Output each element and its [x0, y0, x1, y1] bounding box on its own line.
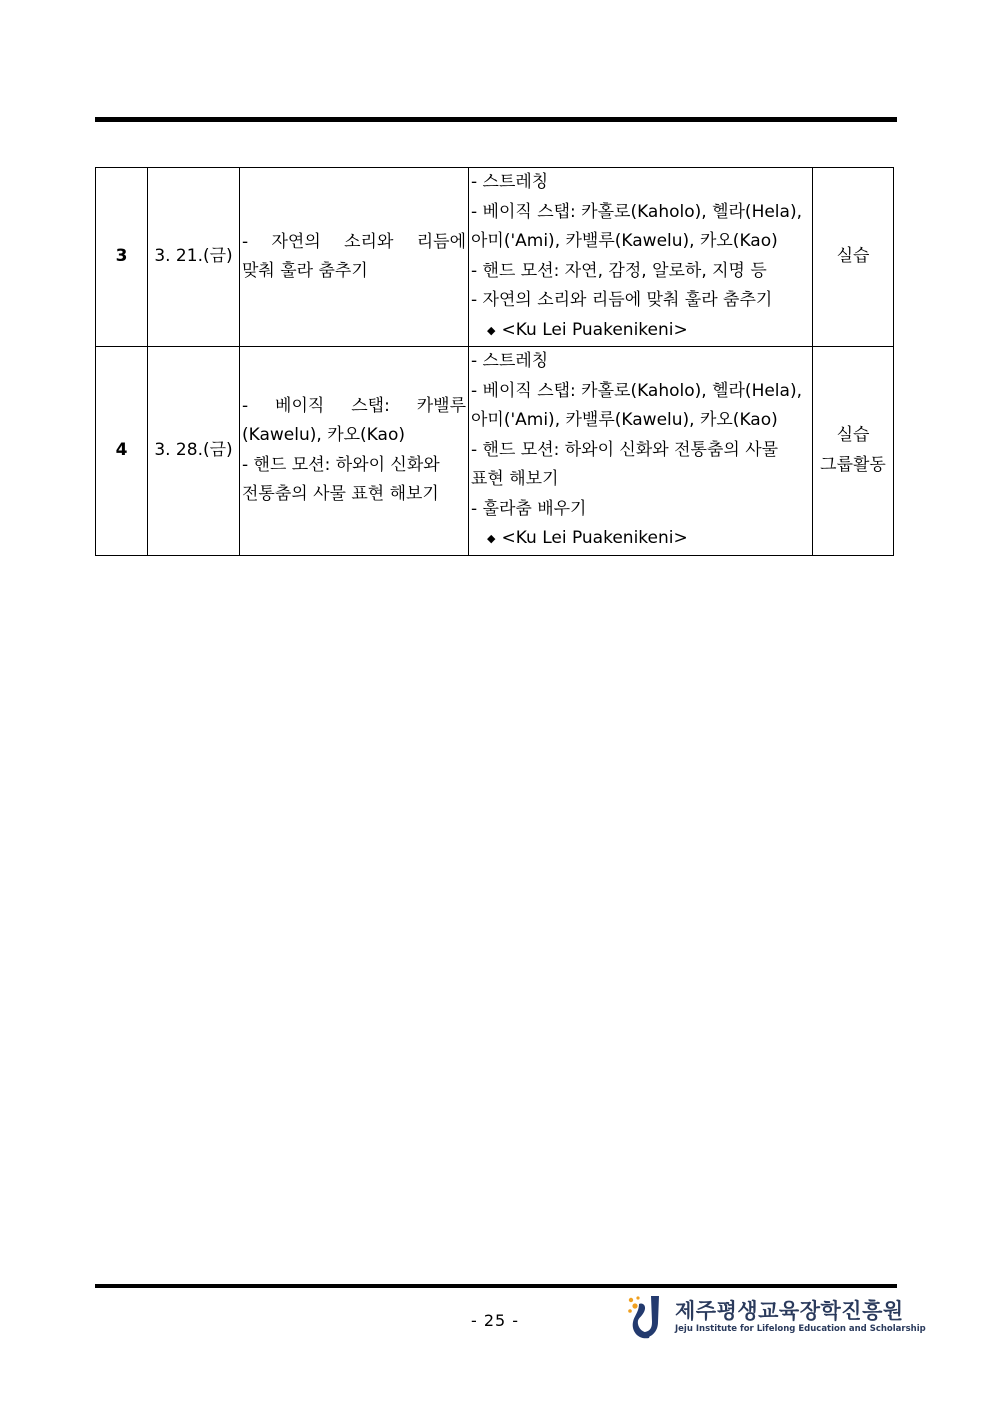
content-line: - 베이직 스탭: 카홀로(Kaholo), 헬라(Hela), — [471, 380, 802, 401]
song-line — [471, 316, 810, 347]
diamond-bullet-icon: ◆ — [487, 532, 496, 545]
content-line: - 핸드 모션: 자연, 감정, 알로하, 지명 등 — [471, 260, 767, 281]
diamond-bullet-icon: ◆ — [487, 323, 496, 337]
topic-line: (Kawelu), 카오(Kao) — [242, 425, 405, 446]
table-row-session-3 — [96, 168, 894, 347]
content-line: - 훌라춤 배우기 — [471, 498, 587, 519]
jeju-institute-logo-icon — [625, 1292, 665, 1340]
content-line: 표현 해보기 — [471, 469, 559, 489]
footer-rule — [95, 1284, 897, 1288]
method-line: 실습 — [836, 425, 870, 446]
session-method — [813, 347, 894, 556]
session-date: 3. 21.(금) — [148, 168, 240, 347]
content-line: 아미('Ami), 카밸루(Kawelu), 카오(Kao) — [471, 231, 778, 251]
topic-line: - 핸드 모션: 하와이 신화와 — [242, 454, 440, 475]
topic-line: 전통춤의 사물 표현 해보기 — [242, 484, 439, 505]
method-line: 실습 — [836, 246, 870, 267]
method-line: 그룹활동 — [820, 454, 886, 475]
topic-line: - 자연의 소리와 리듬에 — [242, 231, 466, 252]
session-content — [469, 347, 813, 556]
topic-line: - 베이직 스탭: 카밸루 — [242, 395, 466, 416]
song-title: <Ku Lei Puakenikeni> — [501, 319, 688, 340]
session-content — [469, 168, 813, 347]
song-line — [471, 524, 810, 555]
session-topic — [240, 347, 469, 556]
content-line: - 스트레칭 — [471, 351, 549, 371]
logo-subtitle: Jeju Institute for Lifelong Education and Scholarship — [675, 1324, 926, 1334]
schedule-table — [95, 167, 894, 556]
content-line: - 자연의 소리와 리듬에 맞춰 훌라 춤추기 — [471, 290, 773, 310]
content-line: - 베이직 스탭: 카홀로(Kaholo), 헬라(Hela), — [471, 201, 802, 222]
institute-logo — [625, 1292, 926, 1342]
session-date: 3. 28.(금) — [148, 347, 240, 556]
content-line: - 핸드 모션: 하와이 신화와 전통춤의 사물 — [471, 439, 779, 460]
session-number: 3 — [96, 168, 148, 347]
topic-line: 맞춰 훌라 춤추기 — [242, 261, 368, 281]
table-row-session-4 — [96, 347, 894, 556]
logo-title: 제주평생교육장학진흥원 — [675, 1299, 904, 1323]
content-line: 아미('Ami), 카밸루(Kawelu), 카오(Kao) — [471, 410, 778, 430]
session-method — [813, 168, 894, 347]
content-line: - 스트레칭 — [471, 172, 549, 192]
header-rule — [95, 117, 897, 122]
page-number: - 25 - — [470, 1311, 520, 1330]
session-number: 4 — [96, 347, 148, 556]
session-topic — [240, 168, 469, 347]
song-title: <Ku Lei Puakenikeni> — [501, 528, 688, 548]
